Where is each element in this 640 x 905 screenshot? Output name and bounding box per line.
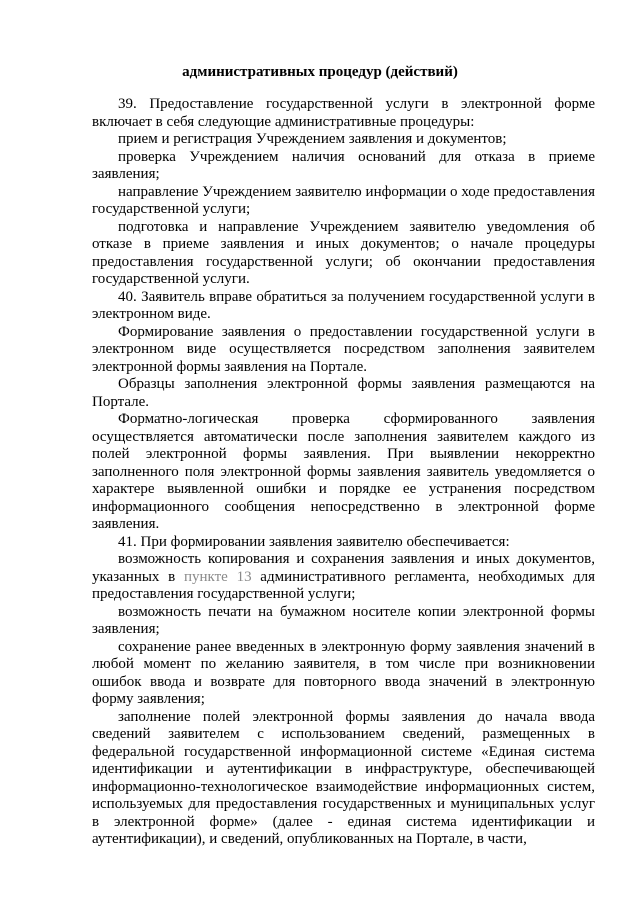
paragraph-copy-text: возможность копирования и сохранения заявления и иных документов, указанных в [92,551,595,585]
section-heading: административных процедур (действий) [182,64,458,80]
paragraph-item-notice: подготовка и направление Учреждением заявителю уведомления об отказе в приеме заявления и иных документов; о начале процедуры предоставления государственной услуги; об окончании предоставления государственной услуги. [92,218,595,287]
paragraph-item-check: проверка Учреждением наличия оснований для отказа в приеме заявления; [92,148,595,182]
paragraph-forming: Формирование заявления о предоставлении государственной услуги в электронном виде осуществляется посредством заполнения заявителем электронной формы заявления на Портале. [92,323,595,375]
paragraph-40: 40. Заявитель вправе обратиться за получением государственной услуги в электронном виде. [92,288,595,322]
document-body [92,96,595,849]
paragraph-save: сохранение ранее введенных в электронную форму заявления значений в любой момент по желанию заявителя, в том числе при возникновении ошибок ввода и возврате для повторного ввода значений в электронную форму заявления; [92,638,595,707]
paragraph-copy-rest: административного регламента, необходимых для предоставления государственной услуги; [92,568,595,602]
paragraph-autofill: заполнение полей электронной формы заявления до начала ввода сведений заявителем с использованием сведений, размещенных в федеральной государственной информационной системе «Единая система идентификации и аутентификации в инфраструктуре, обеспечивающей информационно-технологическое взаимодействие информационных систем, используемых для предоставления государственных и муниципальных услуг в электронной форме» (далее - единая система идентификации и аутентификации), и сведений, опубликованных на Портале, в части, [92,708,595,847]
paragraph-41: 41. При формировании заявления заявителю обеспечивается: [118,533,510,550]
paragraph-item-reception: прием и регистрация Учреждением заявления и документов; [118,131,507,147]
paragraph-samples: Образцы заполнения электронной формы заявления размещаются на Портале. [92,376,595,410]
paragraph-item-info: направление Учреждением заявителю информации о ходе предоставления государственной услуги; [92,183,595,217]
paragraph-39: 39. Предоставление государственной услуги в электронной форме включает в себя следующие административные процедуры: [92,96,595,130]
paragraph-validation: Форматно-логическая проверка сформированного заявления осуществляется автоматически после заполнения заявителем каждого из полей электронной формы заявления. При выявлении некорректно заполненного поля электронной формы заявления заявитель уведомляется о характере выявленной ошибки и порядке ее устранения посредством информационного сообщения непосредственно в электронной форме заявления. [92,411,595,532]
point-13-link[interactable]: пункте 13 [183,568,252,585]
paragraph-copy [92,551,595,604]
paragraph-print: возможность печати на бумажном носителе копии электронной формы заявления; [92,603,595,637]
